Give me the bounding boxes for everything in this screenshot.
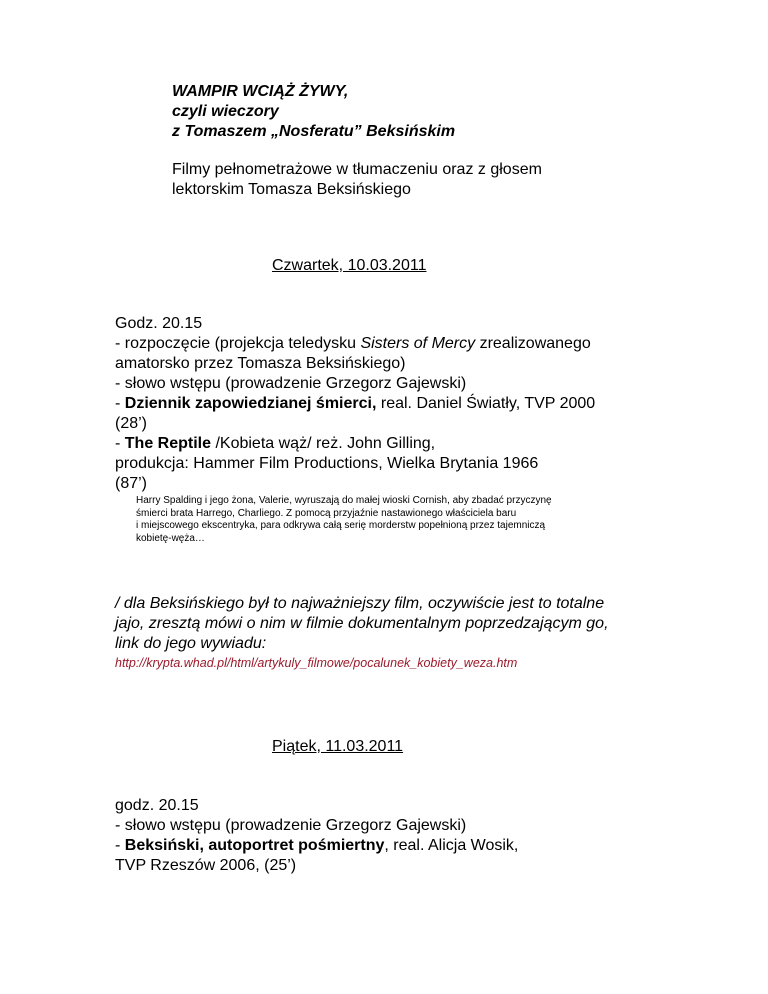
day1-item-opening-band: Sisters of Mercy: [360, 335, 476, 352]
day2-item-documentary-title: Beksiński, autoportret pośmiertny: [124, 837, 385, 854]
day2-program: [115, 796, 518, 876]
note-line-3: link do jego wywiadu:: [115, 635, 267, 652]
day2-item-documentary-line2: TVP Rzeszów 2006, (25’): [115, 857, 297, 874]
event-subtitle: [172, 160, 542, 200]
synopsis-line-3: i miejscowego ekscentryka, para odkrywa całą serię morderstw popełnioną przez tajemniczą: [136, 520, 546, 531]
day1-item-documentary-dash: -: [115, 395, 125, 412]
film-note: [115, 594, 609, 672]
day1-item-documentary-duration: (28’): [115, 415, 148, 432]
day2-item-intro: - słowo wstępu (prowadzenie Grzegorz Gajewski): [115, 817, 467, 834]
event-title-line-2: czyli wieczory: [172, 103, 279, 120]
note-line-2: jajo, zresztą mówi o nim w filmie dokumentalnym poprzedzającym go,: [115, 615, 609, 632]
day1-item-film-duration: (87’): [115, 475, 148, 492]
event-title-line-3: z Tomaszem „Nosferatu” Beksińskim: [172, 123, 456, 140]
day1-item-film-credits: /Kobieta wąż/ reż. John Gilling,: [211, 435, 436, 452]
day2-heading: Piątek, 11.03.2011: [272, 738, 404, 755]
day1-program: [115, 314, 595, 494]
day1-item-opening-pre: - rozpoczęcie (projekcja teledysku: [115, 335, 361, 352]
day1-heading: Czwartek, 10.03.2011: [272, 257, 427, 274]
film-synopsis: [136, 495, 676, 545]
event-subtitle-line-1: Filmy pełnometrażowe w tłumaczeniu oraz z głosem: [172, 161, 542, 178]
day1-time: Godz. 20.15: [115, 315, 203, 332]
day1-item-opening-line2: amatorsko przez Tomasza Beksińskiego): [115, 355, 406, 372]
day2-item-documentary-credits: , real. Alicja Wosik,: [384, 837, 519, 854]
event-subtitle-line-2: lektorskim Tomasza Beksińskiego: [172, 181, 411, 198]
day1-item-documentary: [115, 394, 595, 414]
day1-item-film-dash: -: [115, 435, 125, 452]
day1-item-opening: [115, 334, 595, 354]
day1-item-documentary-credits: real. Daniel Światły, TVP 2000: [376, 395, 596, 412]
event-title-line-1: WAMPIR WCIĄŻ ŻYWY,: [172, 83, 349, 100]
day1-item-intro: - słowo wstępu (prowadzenie Grzegorz Gajewski): [115, 375, 467, 392]
day1-item-film: [115, 434, 595, 454]
interview-link[interactable]: http://krypta.whad.pl/html/artykuly_filmowe/pocalunek_kobiety_weza.htm: [115, 656, 518, 670]
day1-item-documentary-title: Dziennik zapowiedzianej śmierci,: [124, 395, 377, 412]
note-line-1: / dla Beksińskiego był to najważniejszy film, oczywiście jest to totalne: [115, 595, 605, 612]
day1-item-film-title: The Reptile: [124, 435, 212, 452]
day1-item-film-production: produkcja: Hammer Film Productions, Wielka Brytania 1966: [115, 455, 539, 472]
day2-item-documentary: [115, 836, 518, 856]
day1-item-opening-post: zrealizowanego: [475, 335, 591, 352]
synopsis-line-4: kobietę-węża…: [136, 532, 205, 544]
event-title: [172, 82, 455, 142]
day2-item-documentary-dash: -: [115, 837, 125, 854]
synopsis-line-2: śmierci brata Harrego, Charliego. Z pomocą przyjaźnie nastawionego właściciela baru: [136, 507, 517, 519]
synopsis-line-1: Harry Spalding i jego żona, Valerie, wyruszają do małej wioski Cornish, aby zbadać przyczynę: [136, 495, 552, 506]
day2-time: godz. 20.15: [115, 797, 199, 814]
